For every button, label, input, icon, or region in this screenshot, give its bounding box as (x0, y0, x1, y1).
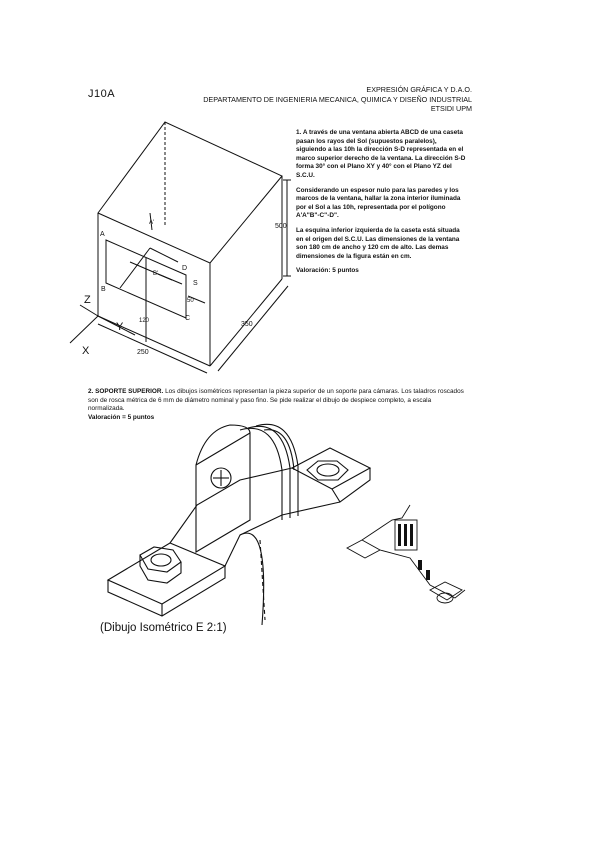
section-right-plate (430, 582, 462, 600)
hex-nut-left-sides (140, 555, 181, 583)
rib-3 (256, 424, 298, 516)
exercise2-valuation: Valoración = 5 puntos (88, 413, 155, 421)
point-s-label: S (193, 280, 198, 287)
arm-curve (240, 533, 264, 625)
point-a-label: A (100, 231, 105, 238)
header-department: DEPARTAMENTO DE INGENIERIA MECANICA, QUIMICA Y DISEÑO INDUSTRIAL (203, 94, 472, 104)
exercise2-title: 2. SOPORTE SUPERIOR. (88, 388, 164, 395)
dim-window-side-label: 50 (187, 298, 194, 304)
exercise1-paragraph-2: Considerando un espesor nulo para las paredes y los marcos de la ventana, hallar la zona interior iluminada por el Sol a las 10h, representada por el polígono A'A"B"-C"-D". (296, 186, 461, 220)
point-d-label: D (182, 265, 188, 272)
hex-nut-left-hole (151, 554, 171, 566)
hatch-3 (410, 524, 413, 546)
rib-1 (240, 428, 282, 520)
exercise1-valuation: Valoración: 5 puntos (296, 267, 359, 275)
point-b-label: B (101, 286, 106, 293)
hatch-4 (418, 560, 422, 570)
axis-y-label: Y (116, 321, 124, 333)
point-c-label: C (185, 315, 191, 322)
dim-depth-label: 350 (241, 321, 253, 328)
section-lower-edge (380, 550, 465, 598)
header-subject: EXPRESIÓN GRÁFICA Y D.A.O. (366, 85, 472, 94)
point-b-prime-label: B' (153, 271, 159, 277)
hex-nut-left (140, 547, 181, 572)
hex-nut-right-hole (317, 464, 339, 476)
dim-height-label: 500 (275, 223, 287, 230)
axis-x-label: X (82, 345, 90, 357)
hatch-1 (398, 524, 401, 546)
exercise1-paragraph-3: La esquina inferior izquierda de la caseta está situada en el origen del S.C.U. Las dimensiones de la ventana son 180 cm de ancho y 120 cm de alto. Las demas dimensiones de la figura están en cm. (296, 226, 460, 260)
section-left-plate (347, 540, 380, 558)
tower-top (196, 425, 250, 465)
hatch-2 (404, 524, 407, 546)
base-plate-top (108, 543, 225, 604)
section-arm (362, 505, 410, 540)
exercise2-caption: (Dibujo Isométrico E 2:1) (100, 622, 227, 634)
section-view (347, 505, 465, 603)
axis-z-label: Z (84, 294, 91, 306)
dim-width-label: 250 (137, 349, 149, 356)
dim-window-base-label: 120 (139, 318, 150, 324)
hatch-5 (426, 570, 430, 580)
exercise2-body: Los dibujos isométricos representan la pieza superior de un soporte para cámaras. Los taladros roscados son de rosca métrica de 6 mm de diámetro nominal y paso fino. Se pide realizar el dibujo de despiece completo, a escala normalizada. (88, 388, 464, 413)
header-school: ETSIDI UPM (430, 104, 472, 113)
exercise1-paragraph-1: 1. A través de una ventana abierta ABCD de una caseta pasan los rayos del Sol (supuestos paralelos), siguiendo a las 10h la dirección S-D representada en el marco superior derecho de la ventana. La dirección S-D forma 30° con el Plano XY y 40° con el Plano YZ del S.C.U. (296, 129, 466, 179)
right-plate-top (292, 448, 370, 489)
rib-2 (248, 426, 290, 518)
section-hatching (398, 524, 430, 580)
exam-code: J10A (88, 88, 116, 100)
point-a-prime-label: A' (149, 220, 155, 226)
base-plate-sides (108, 566, 225, 616)
